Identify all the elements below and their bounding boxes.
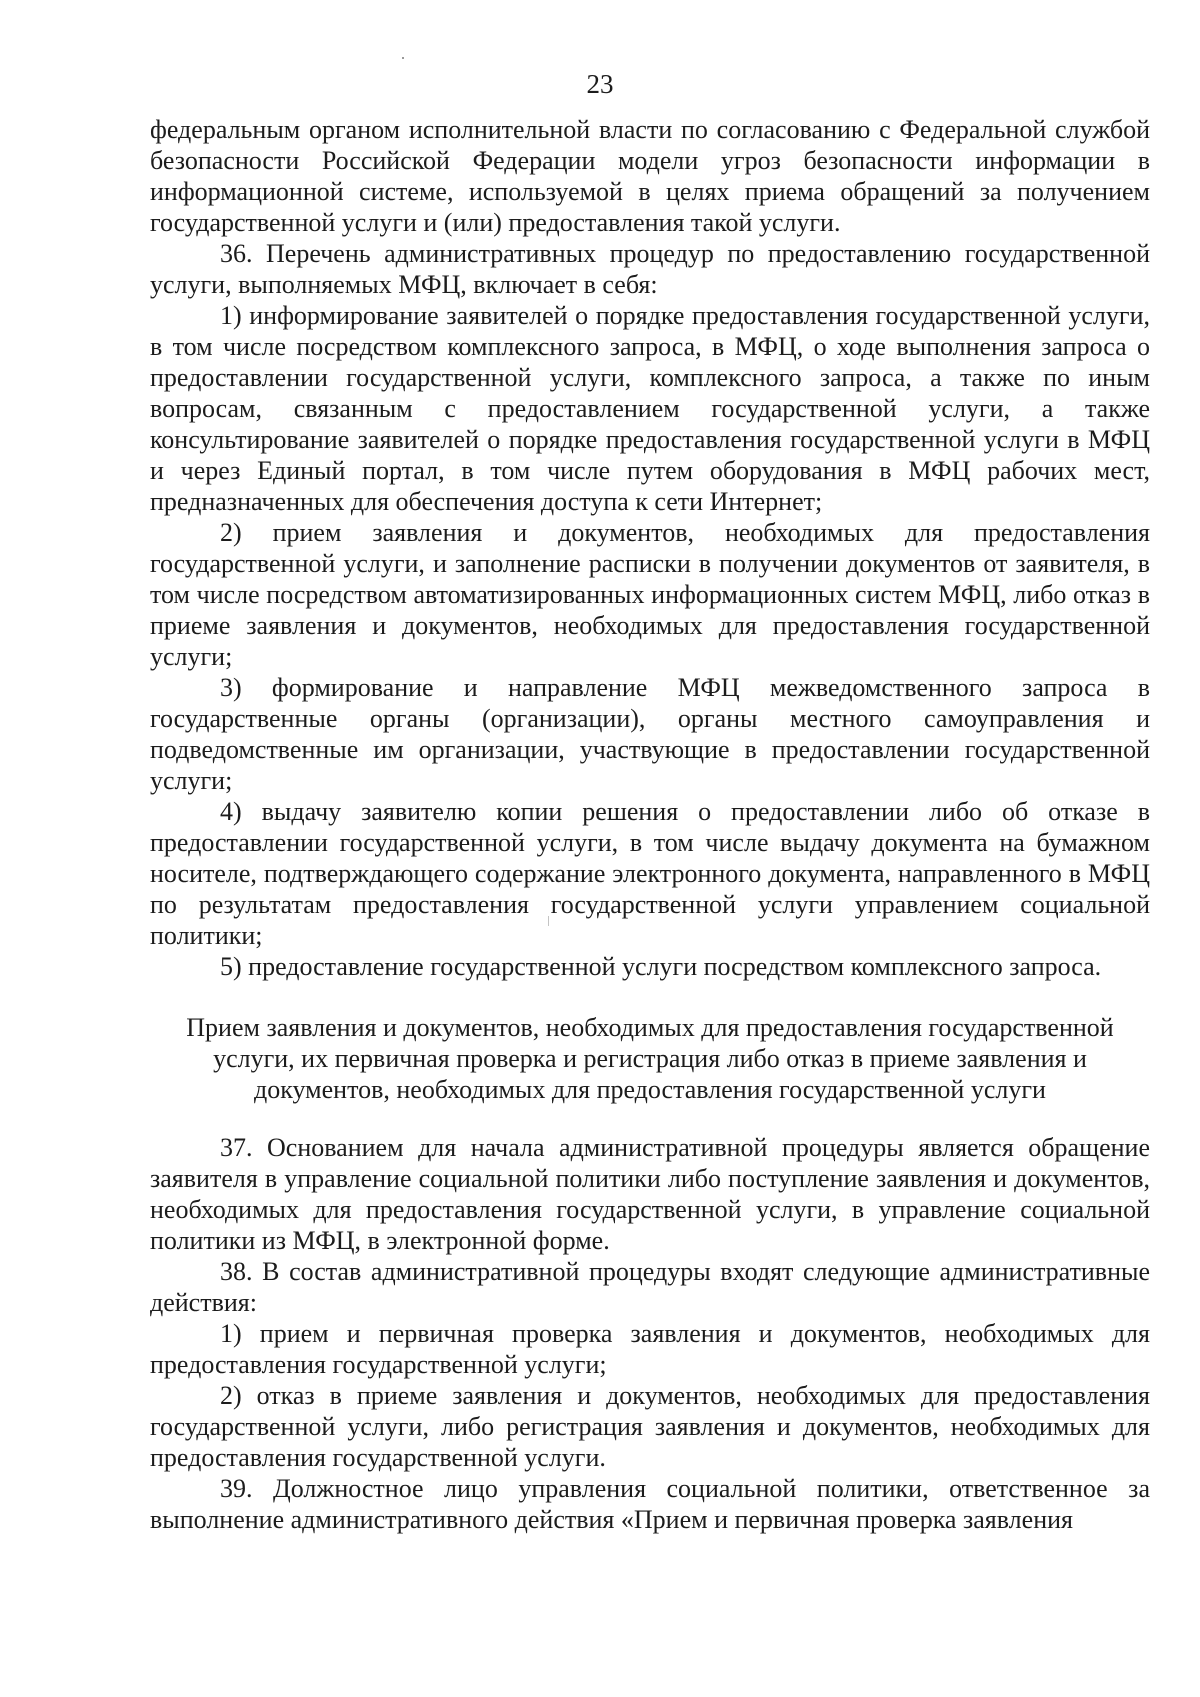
document-body — [150, 114, 1150, 1535]
list-item-36-3: 3) формирование и направление МФЦ межведомственного запроса в государственные органы (организации), органы местного самоуправления и подведомственные им организации, участвующие в предоставлении государственной услуги; — [150, 673, 1150, 795]
list-item-38-2: 2) отказ в приеме заявления и документов, необходимых для предоставления государственной услуги, либо регистрация заявления и документов, необходимых для предоставления государственной услуги. — [150, 1381, 1150, 1472]
section-heading-line: Прием заявления и документов, необходимых для предоставления государственной — [186, 1013, 1114, 1042]
paragraph-item-38: 38. В состав административной процедуры входят следующие административные действия: — [150, 1257, 1150, 1317]
section-heading-line: услуги, их первичная проверка и регистрация либо отказ в приеме заявления и — [213, 1044, 1087, 1073]
paragraph-item-36: 36. Перечень административных процедур по предоставлению государственной услуги, выполняемых МФЦ, включает в себя: — [150, 239, 1150, 299]
page-number: 23 — [586, 69, 614, 99]
section-heading — [150, 1012, 1150, 1105]
list-item-36-5: 5) предоставление государственной услуги посредством комплексного запроса. — [220, 952, 1102, 981]
list-item-36-4: 4) выдачу заявителю копии решения о предоставлении либо об отказе в предоставлении государственной услуги, в том числе выдачу документа на бумажном носителе, подтверждающего содержание электронного документа, направленного в МФЦ по результатам предоставления государственной услуги управлением социальной политики; — [150, 797, 1150, 950]
paragraph-item-37: 37. Основанием для начала административной процедуры является обращение заявителя в управление социальной политики либо поступление заявления и документов, необходимых для предоставления государственной услуги, в управление социальной политики из МФЦ, в электронной форме. — [150, 1133, 1150, 1255]
scan-speck — [402, 57, 404, 59]
paragraph-continuation: федеральным органом исполнительной власти по согласованию с Федеральной службой безопасности Российской Федерации модели угроз безопасности информации в информационной системе, используемой в целях приема обращений за получением государственной услуги и (или) предоставления такой услуги. — [150, 115, 1150, 237]
section-heading-line: документов, необходимых для предоставления государственной услуги — [254, 1075, 1046, 1104]
paragraph-item-39: 39. Должностное лицо управления социальной политики, ответственное за выполнение административного действия «Прием и первичная проверка заявления — [150, 1474, 1150, 1534]
list-item-36-1: 1) информирование заявителей о порядке предоставления государственной услуги, в том числе посредством комплексного запроса, в МФЦ, о ходе выполнения запроса о предоставлении государственной услуги, комплексного запроса, а также по иным вопросам, связанным с предоставлением государственной услуги, а также консультирование заявителей о порядке предоставления государственной услуги в МФЦ и через Единый портал, в том числе путем оборудования в МФЦ рабочих мест, предназначенных для обеспечения доступа к сети Интернет; — [150, 301, 1150, 516]
list-item-38-1: 1) прием и первичная проверка заявления и документов, необходимых для предоставления государственной услуги; — [150, 1319, 1150, 1379]
list-item-36-2: 2) прием заявления и документов, необходимых для предоставления государственной услуги, и заполнение расписки в получении документов от заявителя, в том числе посредством автоматизированных информационных систем МФЦ, либо отказ в приеме заявления и документов, необходимых для предоставления государственной услуги; — [150, 518, 1150, 671]
